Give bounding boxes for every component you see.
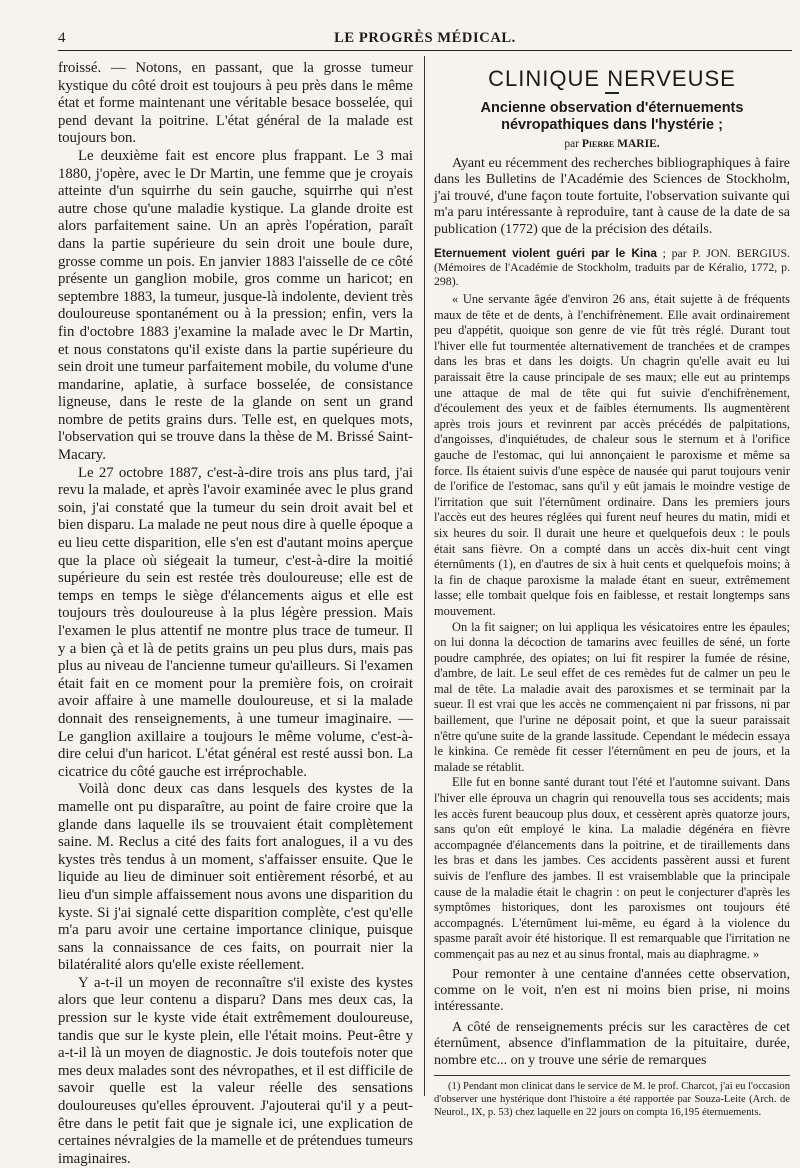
closing-paragraph: A côté de renseignements précis sur les caractères de cet éternûment, absence d'inflammation de la pituitaire, durée, nombre etc... on y trouve une série de remarques (434, 1019, 790, 1068)
article-title: Ancienne observation d'éternuements névropathiques dans l'hystérie ; (480, 100, 744, 133)
source-title: Eternuement violent guéri par le Kina (434, 246, 657, 261)
column-divider (424, 56, 425, 1096)
journal-title: LE PROGRÈS MÉDICAL. (334, 30, 516, 46)
header-rule (58, 50, 792, 51)
source-citation (434, 246, 790, 288)
left-column (58, 60, 413, 1168)
section-title: CLINIQUE NERVEUSE (488, 66, 736, 91)
intro-paragraph: Ayant eu récemment des recherches bibliographiques à faire dans les Bulletins de l'Académie des Sciences de Stockholm, j'ai trouvé, d'une façon toute fortuite, l'observation suivante qui m'a paru intéressante à reproduire, tant à cause de la date de sa publication (1772) que de la précision des détails. (434, 156, 790, 237)
quote-paragraph: « Une servante âgée d'environ 26 ans, était sujette à de fréquents maux de tête et de dents, à l'enchifrènement. Elle avait ordinairement peu d'appétit, quoique son genre de vie fût très réglé. Durant tout l'hiver elle fut tourmentée alternativement de tranchées et de crampes dans les bras et dans les doigts. Un chagrin qu'elle avait eu lui paraissait être la cause principale de ses maux; elle eut au printemps une attaque de mal de tête qui fut suivie d'enchifrènement, d'écoulement des yeux et de faibles éternuments. Ils augmentèrent après trois jours et revinrent par accès précédés de palpitations, d'angoisses, d'inquiétudes, de chaleur sous le sternum et à l'orifice gauche de l'estomac, qui lui annonçaient le paroxisme et même sa force. Ils étaient suivis d'une espèce de nausée qui parut toujours venir de l'orifice de l'estomac, sans qu'il y eût jamais le moindre vestige de l'irritation que suit l'éternûment ordinaire. Dans les premiers jours l'accès eut des heures réglées qui furent neuf heures du matin, midi et six heures du soir. Il durait une heure et quelquefois deux : le pouls était sans fièvre. On a compté dans un accès dix-huit cent vingt éternûments (1), en d'autres de six à huit cents et quelquefois moins; à la fin de chaque paroxisme la malade étant en sueur, extrêmement lasse; elle tombait quelque fois en faiblesse, et restait longtemps sans mouvement. (434, 292, 790, 618)
paragraph: Y a-t-il un moyen de reconnaître s'il existe des kystes alors que leur contenu a disparu? Dans mes deux cas, la pression sur le kyste vide était extrêmement douloureuse, tandis que sur le kyste plein, elle l'était moins. Peut-être y a-t-il là un moyen de diagnostic. Je dois toutefois noter que mes deux malades sont des névropathes, et il est difficile de savoir quelle est la valeur réelle des sensations douloureuses qu'elles éprouvent. J'ajouterai qu'il y a peut-être dans le petit fait que je signale ici, une explication de certaines névralgies de la mamelle et de prétendues tumeurs imaginaires. (58, 974, 413, 1167)
footnote-rule (434, 1075, 790, 1076)
paragraph: Le deuxième fait est encore plus frappant. Le 3 mai 1880, j'opère, avec le Dr Martin, une femme que je croyais atteinte d'un squirrhe du sein gauche, squirrhe qui n'est autre chose qu'une maladie kystique. La glande droite est alors parfaitement saine. Un an après l'opération, paraît dans la partie supérieure du sein droit une boule dure, grosse comme un pois. En janvier 1883 l'aisselle de ce côté présente un ganglion mobile, gros comme un haricot; en septembre 1883, la tumeur, jusque-là indolente, devient très douloureuse spontanément ou à la pression; enfin, vers la fin d'octobre 1883 j'examine la malade avec le Dr Martin, et nous constatons qu'il existe dans la partie supérieure du sein droit une tumeur parfaitement mobile, du volume d'une mandarine, aplatie, à surface bosselée, de consistance ligneuse, dans le reste de la glande on sent un grand nombre de petits grains durs. Telle est, en quelques mots, l'observation qui se trouve dans la thèse de M. Brissé Saint-Macary. (58, 147, 413, 464)
title-divider (605, 92, 619, 98)
page-number: 4 (58, 30, 66, 46)
source-details: ; par P. JON. BERGIUS. (Mémoires de l'Académie de Stockholm, traduits par de Kéralio, 1772, p. 298). (434, 246, 790, 289)
closing-paragraph: Pour remonter à une centaine d'années cette observation, comme on le voit, n'en est ni moins bien prise, ni moins intéressante. (434, 966, 790, 1015)
footnote: (1) Pendant mon clinicat dans le service de M. le prof. Charcot, j'ai eu l'occasion d'observer une hystérique dont l'histoire a été rapportée par Souza-Leite (Arch. de Neurol., IX, p. 53) chez laquelle en 22 jours on compta 16,195 éternuements. (434, 1081, 790, 1118)
quote-paragraph: On la fit saigner; on lui appliqua les vésicatoires entre les épaules; on lui donna la décoction de tamarins avec feuilles de séné, un forte poudre camphrée, des opiates; on lui fit respirer la fumée de résine, d'ambre, de lait. Le seul effet de ces remèdes fut de calmer un peu le mal de tête. La maladie avait des paroxismes et se terminait par la sueur. Il est vrai que les accès ne commençaient ni par frissons, ni par baillement, que l'urine ne déposait point, et que la sueur paraissait n'être qu'une suite de la grande lassitude. Cependant le médecin essaya le kinkina. Ce remède fit cesser l'éternûment en peu de jours, et la malade se rétablit. (434, 619, 790, 774)
page-header (58, 30, 792, 50)
quote-paragraph: Elle fut en bonne santé durant tout l'été et l'automne suivant. Dans l'hiver elle éprouva un chagrin qui renouvella tous ses accidents; mais les accès furent beaucoup plus doux, et cessèrent après quatorze jours, sans qu'on eût employé le kina. La maladie dégénéra en fièvre accompagnée d'élancements dans la poitrine, et de tiraillements dans les bras et dans les jambes. Ces accidents passèrent aussi et furent suivis de l'enflure des jambes. Il est vraisemblable que la principale cause de la maladie était le chagrin : on peut le conjecturer d'après les symptômes historiques, dont les paroxismes ont toujours été accompagnés. L'éternûment lui-même, eu égard à la violence du spasme paraît avoir été historique. Il est remarquable que l'irritation ne commençait pas au nez et au sinus frontal, mais au diaphragme. » (434, 775, 790, 961)
paragraph: Voilà donc deux cas dans lesquels des kystes de la mamelle ont pu disparaître, au point de faire croire que la glande dans laquelle ils se trouvaient était complètement saine. M. Reclus a cité des faits fort analogues, il a vu des kystes très tendus à un moment, s'affaisser ensuite. Que le liquide au lieu de diminuer soit entièrement résorbé, et au lieu d'un simple affaissement nous avons une disparition du kyste. Si j'ai signalé cette disparition complète, c'est qu'elle m'a paru avoir une certaine importance clinique, puisque sans la connaissance de ces faits, on pourrait nier la bilatéralité alors qu'elle existe réellement. (58, 781, 413, 974)
paragraph: Le 27 octobre 1887, c'est-à-dire trois ans plus tard, j'ai revu la malade, et après l'avoir examinée avec le plus grand soin, j'ai constaté que la tumeur du sein droit avait bel et bien disparu. La malade ne peut nous dire à quelle époque a eu lieu cette disparition, elle s'en est d'autant moins aperçue que la place où siégeait la tumeur, c'est-à-dire la moitié supérieure du sein est restée très douloureuse; elle est de temps en temps le siège d'élancements aigus et elle est toujours très douloureuse à la plus légère pression. Mais l'examen le plus attentif ne montre plus trace de tumeur. Il y a bien çà et là de petits grains un peu plus durs, mais pas plus au niveau de l'ancienne tumeur qu'ailleurs. Si l'examen était fait en ce moment pour la première fois, on croirait avoir affaire à une mamelle douloureuse, et si la malade donnait des renseignements, à une tumeur imaginaire. — Le ganglion axillaire a toujours le même volume, c'est-à-dire celui d'un haricot. L'état général est resté aussi bon. La cicatrice du côté gauche est irréprochable. (58, 464, 413, 780)
byline-prefix: par (564, 138, 580, 150)
author-name: Pierre MARIE. (581, 138, 660, 150)
byline (434, 138, 790, 150)
right-column (434, 60, 790, 1119)
paragraph: froissé. — Notons, en passant, que la grosse tumeur kystique du côté droit est toujours à peu près dans le même état et forme maintenant une véritable besace bosselée, qui pend devant la poitrine. L'état général de la malade est toujours bon. (58, 60, 413, 147)
